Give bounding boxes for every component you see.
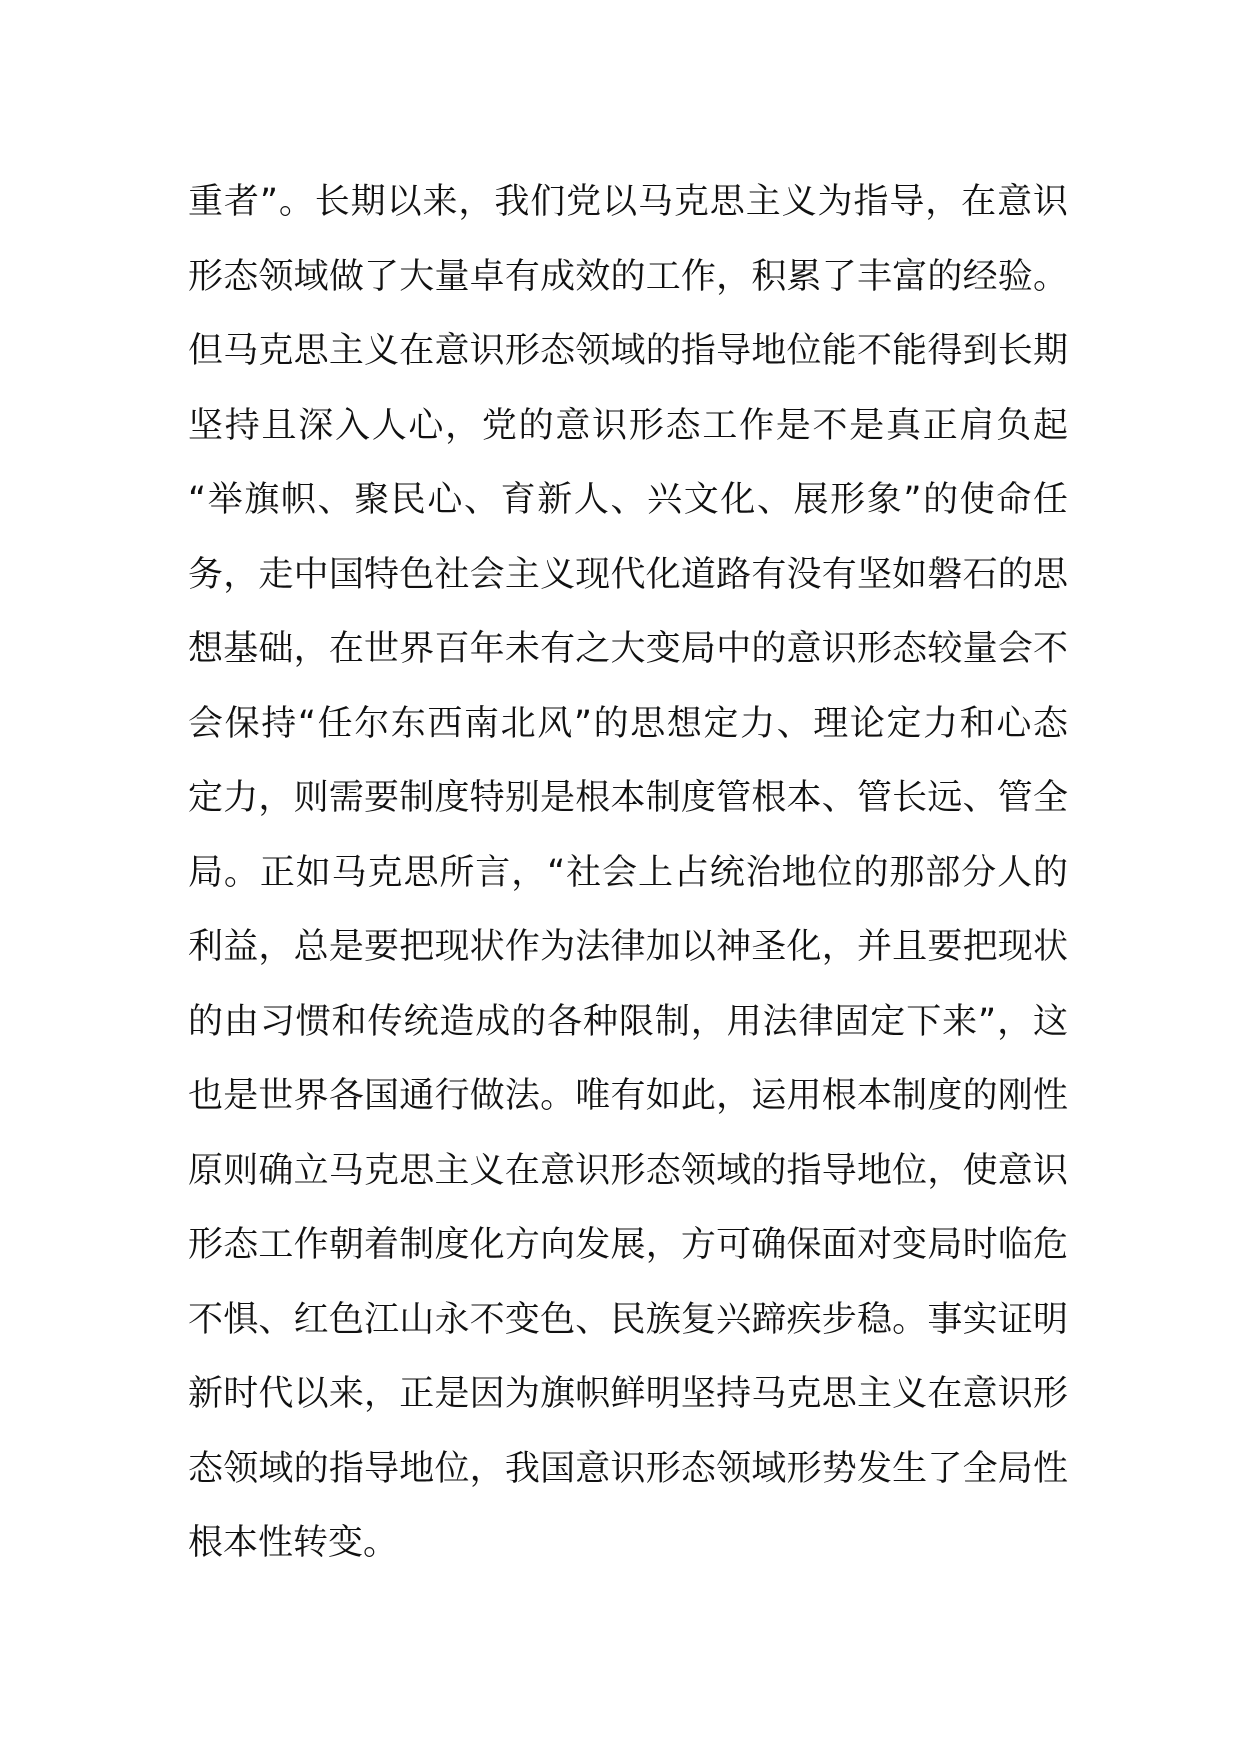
text-line: 定力，则需要制度特别是根本制度管根本、管长远、管全 <box>188 778 1068 818</box>
text-line: 原则确立马克思主义在意识形态领域的指导地位，使意识 <box>188 1150 1068 1191</box>
text-line: 坚持且深入人心，党的意识形态工作是不是真正肩负起 <box>188 405 1068 446</box>
text-line: “举旗帜、聚民心、育新人、兴文化、展形象”的使命任 <box>188 480 1068 520</box>
text-line: 根本性转变。 <box>188 1523 399 1563</box>
text-line: 重者”。长期以来，我们党以马克思主义为指导，在意识 <box>188 182 1068 222</box>
text-line: 态领域的指导地位，我国意识形态领域形势发生了全局性 <box>188 1448 1068 1489</box>
text-line: 会保持“任尔东西南北风”的思想定力、理论定力和心态 <box>188 703 1068 744</box>
text-line: 的由习惯和传统造成的各种限制，用法律固定下来”，这 <box>188 1001 1068 1042</box>
text-line: 不惧、红色江山永不变色、民族复兴蹄疾步稳。事实证明 <box>188 1299 1068 1340</box>
text-line: 但马克思主义在意识形态领域的指导地位能不能得到长期 <box>188 331 1068 371</box>
text-line: 务，走中国特色社会主义现代化道路有没有坚如磐石的思 <box>188 554 1068 595</box>
text-line: 利益，总是要把现状作为法律加以神圣化，并且要把现状 <box>188 927 1068 967</box>
text-line: 想基础，在世界百年未有之大变局中的意识形态较量会不 <box>188 629 1068 669</box>
text-line: 形态领域做了大量卓有成效的工作，积累了丰富的经验。 <box>188 256 1068 297</box>
text-line: 形态工作朝着制度化方向发展，方可确保面对变局时临危 <box>188 1225 1068 1265</box>
text-line: 也是世界各国通行做法。唯有如此，运用根本制度的刚性 <box>188 1076 1068 1116</box>
body-paragraph <box>188 165 1068 1581</box>
text-line: 局。正如马克思所言，“社会上占统治地位的那部分人的 <box>188 852 1068 893</box>
text-line: 新时代以来，正是因为旗帜鲜明坚持马克思主义在意识形 <box>188 1374 1068 1414</box>
